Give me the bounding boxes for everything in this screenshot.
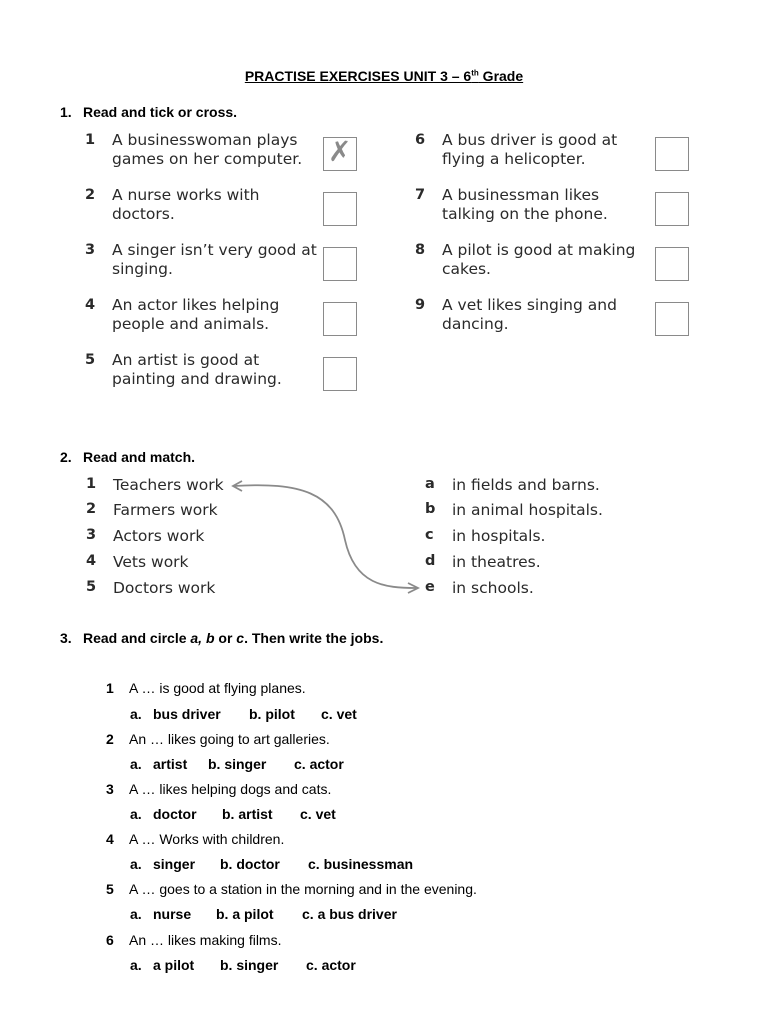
option-a[interactable]: singer: [153, 856, 196, 872]
cross-mark-icon: ✗: [328, 135, 352, 168]
q2-instruction: Read and match.: [83, 449, 196, 465]
option-a[interactable]: doctor: [153, 806, 197, 822]
q3-number: 3.: [60, 630, 72, 646]
q1-number: 1.: [60, 104, 72, 120]
option-b[interactable]: b. singer: [208, 756, 267, 772]
option-c[interactable]: c. a bus driver: [302, 906, 397, 922]
option-b[interactable]: b. a pilot: [216, 906, 274, 922]
option-a[interactable]: nurse: [153, 906, 192, 922]
option-a[interactable]: artist: [153, 756, 188, 772]
option-b[interactable]: b. artist: [222, 806, 273, 822]
option-b[interactable]: b. pilot: [249, 706, 295, 722]
q1-instruction: Read and tick or cross.: [83, 104, 238, 120]
option-c[interactable]: c. actor: [306, 957, 356, 973]
option-a[interactable]: a pilot: [153, 957, 195, 973]
option-c[interactable]: c. vet: [300, 806, 336, 822]
page-title: PRACTISE EXERCISES UNIT 3 – 6th Grade: [244, 68, 524, 84]
option-c[interactable]: c. businessman: [308, 856, 414, 872]
q3-instruction: Read and circle a, b or c. Then write the jobs.: [83, 630, 384, 646]
option-b[interactable]: b. singer: [220, 957, 279, 973]
option-b[interactable]: b. doctor: [220, 856, 280, 872]
option-c[interactable]: c. actor: [294, 756, 344, 772]
q2-number: 2.: [60, 449, 72, 465]
option-a[interactable]: bus driver: [153, 706, 221, 722]
option-c[interactable]: c. vet: [321, 706, 357, 722]
